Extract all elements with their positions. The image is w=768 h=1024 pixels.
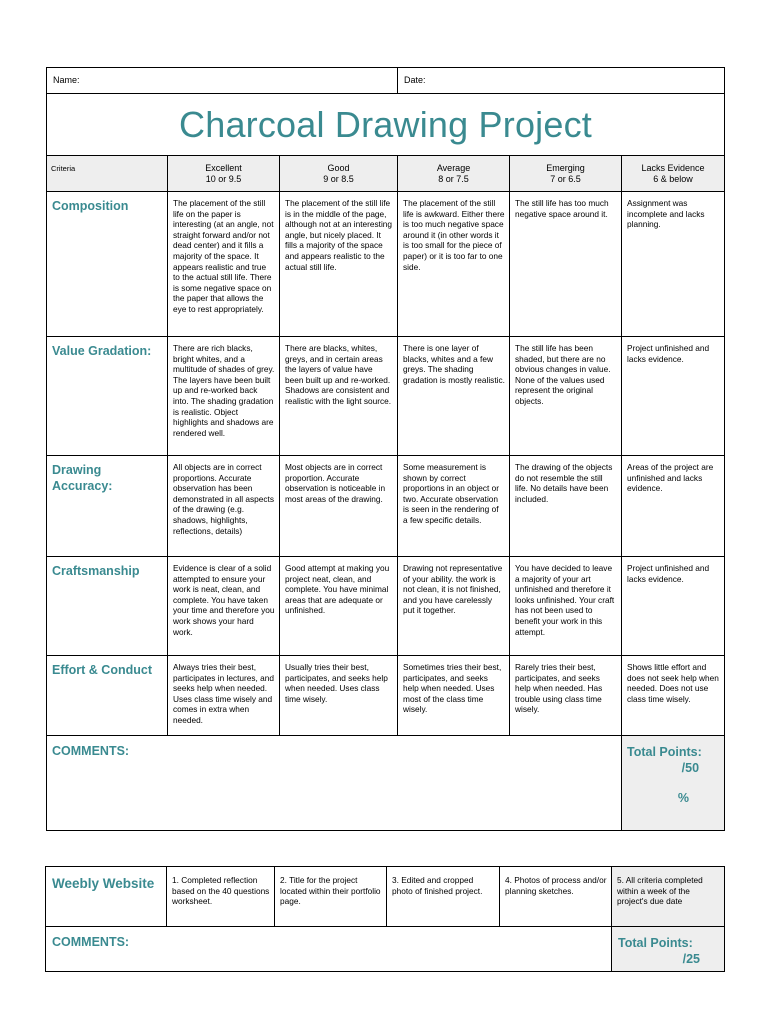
header-row: [47, 156, 725, 192]
level-header: [398, 156, 510, 192]
level-name: Excellent: [205, 163, 242, 173]
rubric-cell: The placement of the still life is awkward. Either there is too much negative space around it (in other words it is too small for the piece of paper) or it is too far to one side.: [398, 192, 510, 337]
comments-label: COMMENTS:: [52, 744, 130, 758]
level-name: Good: [327, 163, 350, 173]
rubric-cell: The drawing of the objects do not resemble the still life. No details have been included.: [510, 456, 622, 557]
level-range: 7 or 6.5: [550, 174, 581, 184]
rubric-table: [46, 67, 725, 831]
weebly-item: 1. Completed reflection based on the 40 questions worksheet.: [167, 867, 275, 927]
rubric-cell: Assignment was incomplete and lacks planning.: [622, 192, 725, 337]
criteria-header: Criteria: [47, 156, 168, 192]
weebly-item: 5. All criteria completed within a week of the project's due date: [612, 867, 725, 927]
rubric-cell: Sometimes tries their best, participates, and seeks help when needed. Uses most of the class time wisely.: [398, 656, 510, 736]
rubric-cell: Some measurement is shown by correct proportions in an object or two. Accurate observation is seen in the rendering of a few specific details.: [398, 456, 510, 557]
rubric-row-effort-conduct: [47, 656, 725, 736]
rubric-cell: Areas of the project are unfinished and lacks evidence.: [622, 456, 725, 557]
level-header: [280, 156, 398, 192]
rubric-cell: The still life has been shaded, but there are no obvious changes in value. None of the values used represent the original objects.: [510, 337, 622, 456]
level-range: 9 or 8.5: [323, 174, 354, 184]
level-name: Lacks Evidence: [641, 163, 705, 173]
rubric-cell: You have decided to leave a majority of your art unfinished and therefore it looks unfinished. Your craft has not been used to benefit your work in this attempt.: [510, 557, 622, 656]
rubric-cell: The placement of the still life is in the middle of the page, although not at an interesting angle, but nicely placed. It fills a majority of the space and appears realistic to the actual still life.: [280, 192, 398, 337]
name-label: Name:: [53, 75, 80, 85]
weebly-label: Weebly Website: [46, 867, 167, 927]
rubric-cell: Most objects are in correct proportion. Accurate observation is noticeable in most areas of the drawing.: [280, 456, 398, 557]
level-range: 6 & below: [653, 174, 693, 184]
rubric-cell: The still life has too much negative space around it.: [510, 192, 622, 337]
rubric-cell: The placement of the still life on the paper is interesting (at an angle, not straight forward and/or not dead center) and it fills a majority of the space. It appears realistic and true to the actual still life. There is some negative space on the paper that allows the eye to rest appropriately.: [168, 192, 280, 337]
rubric-cell: Drawing not representative of your ability. the work is not clean, it is not finished, and you have carelessly put it together.: [398, 557, 510, 656]
weebly-total-points-value: /25: [682, 952, 700, 966]
rubric-cell: All objects are in correct proportions. Accurate observation has been demonstrated in all aspects of the drawing (e.g. shadows, highlights, reflections, details): [168, 456, 280, 557]
rubric-cell: Good attempt at making you project neat, clean, and complete. You have minimal areas that are adequate or unfinished.: [280, 557, 398, 656]
criterion-label: Craftsmanship: [47, 557, 168, 656]
rubric-cell: Rarely tries their best, participates, and seeks help when needed. Has trouble using class time wisely.: [510, 656, 622, 736]
rubric-cell: There are blacks, whites, greys, and in certain areas the layers of value have been built up and re-worked. Shadows are consistent and realistic with the light source.: [280, 337, 398, 456]
criterion-label: Drawing Accuracy:: [47, 456, 168, 557]
level-name: Average: [436, 163, 471, 173]
level-range: 10 or 9.5: [205, 174, 242, 184]
name-field[interactable]: [47, 68, 398, 94]
total-points-box: [622, 736, 725, 831]
rubric-cell: Project unfinished and lacks evidence.: [622, 337, 725, 456]
percent-label: %: [677, 791, 690, 805]
rubric-cell: There is one layer of blacks, whites and a few greys. The shading gradation is mostly realistic.: [398, 337, 510, 456]
comments-row: [47, 736, 725, 831]
rubric-cell: There are rich blacks, bright whites, and a multitude of shades of grey. The layers have been built up and re-worked back into. The shading gradation is realistic. Object highlights and shadows are rendered well.: [168, 337, 280, 456]
weebly-total-points-box: [612, 927, 725, 972]
weebly-total-points-label: Total Points:: [618, 936, 693, 950]
rubric-cell: Evidence is clear of a solid attempted to ensure your work is neat, clean, and complete. You have taken your time and therefore you work shows your hard work.: [168, 557, 280, 656]
weebly-item: 2. Title for the project located within their portfolio page.: [275, 867, 387, 927]
total-points-value: /50: [681, 761, 700, 775]
rubric-cell: Project unfinished and lacks evidence.: [622, 557, 725, 656]
date-field[interactable]: [398, 68, 725, 94]
criterion-label: Value Gradation:: [47, 337, 168, 456]
weebly-item: 4. Photos of process and/or planning sketches.: [500, 867, 612, 927]
criterion-label: Composition: [47, 192, 168, 337]
level-header: [510, 156, 622, 192]
total-points-label: Total Points:: [627, 745, 702, 759]
comments-field[interactable]: [47, 736, 622, 831]
weebly-table: [45, 866, 725, 972]
level-header: [622, 156, 725, 192]
rubric-row-composition: [47, 192, 725, 337]
level-range: 8 or 7.5: [438, 174, 469, 184]
rubric-row-value-gradation: [47, 337, 725, 456]
rubric-cell: Usually tries their best, participates, and seeks help when needed. Uses class time wisely.: [280, 656, 398, 736]
rubric-row-craftsmanship: [47, 557, 725, 656]
level-name: Emerging: [546, 163, 585, 173]
weebly-row: [46, 867, 725, 927]
weebly-comments-field[interactable]: [46, 927, 612, 972]
title-row: [47, 94, 725, 156]
criterion-label: Effort & Conduct: [47, 656, 168, 736]
weebly-comments-row: [46, 927, 725, 972]
rubric-cell: Shows little effort and does not seek help when needed. Does not use class time wisely.: [622, 656, 725, 736]
level-header: [168, 156, 280, 192]
date-label: Date:: [404, 75, 426, 85]
page-title: Charcoal Drawing Project: [179, 103, 592, 145]
rubric-cell: Always tries their best, participates in lectures, and seeks help when needed. Uses class time wisely and comes in extra when needed.: [168, 656, 280, 736]
weebly-item: 3. Edited and cropped photo of finished project.: [387, 867, 500, 927]
name-date-row: [47, 68, 725, 94]
rubric-row-drawing-accuracy: [47, 456, 725, 557]
weebly-comments-label: COMMENTS:: [52, 935, 130, 949]
